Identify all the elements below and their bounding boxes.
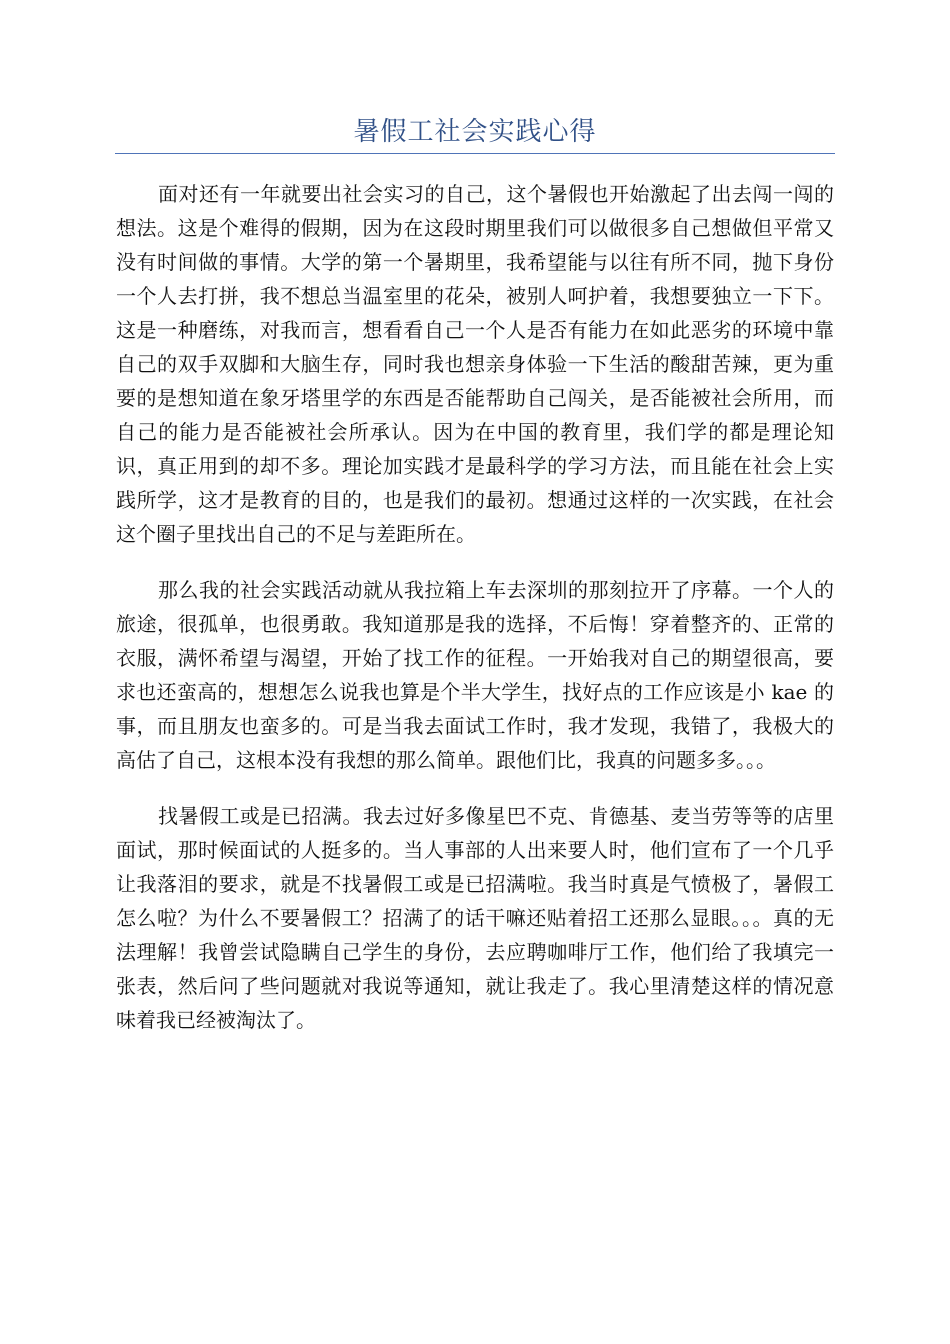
paragraph-1: 面对还有一年就要出社会实习的自己，这个暑假也开始激起了出去闯一闯的想法。这是个难得的假期，因为在这段时期里我们可以做很多自己想做但平常又没有时间做的事情。大学的第一个暑期里，我希望能与以往有所不同，抛下身份一个人去打拼，我不想总当温室里的花朵，被别人呵护着，我想要独立一下下。这是一种磨练，对我而言，想看看自己一个人是否有能力在如此恶劣的环境中靠自己的双手双脚和大脑生存，同时我也想亲身体验一下生活的酸甜苦辣，更为重要的是想知道在象牙塔里学的东西是否能帮助自己闯关，是否能被社会所用，而自己的能力是否能被社会所承认。因为在中国的教育里，我们学的都是理论知识，真正用到的却不多。理论加实践才是最科学的学习方法，而且能在社会上实践所学，这才是教育的目的，也是我们的最初。想通过这样的一次实践，在社会这个圈子里找出自己的不足与差距所在。 — [116, 182, 834, 546]
title-underline — [115, 153, 835, 154]
document-body — [116, 177, 834, 1059]
paragraph-3: 找暑假工或是已招满。我去过好多像星巴不克、肯德基、麦当劳等等的店里面试，那时候面试的人挺多的。当人事部的人出来要人时，他们宣布了一个几乎让我落泪的要求，就是不找暑假工或是已招满啦。我当时真是气愤极了，暑假工怎么啦？为什么不要暑假工？招满了的话干嘛还贴着招工还那么显眼。。。真的无法理解！我曾尝试隐瞒自己学生的身份，去应聘咖啡厅工作，他们给了我填完一张表，然后问了些问题就对我说等通知，就让我走了。我心里清楚这样的情况意味着我已经被淘汰了。 — [116, 804, 834, 1032]
document-title: 暑假工社会实践心得 — [353, 117, 597, 147]
paragraph-2: 那么我的社会实践活动就从我拉箱上车去深圳的那刻拉开了序幕。一个人的旅途，很孤单，也很勇敢。我知道那是我的选择，不后悔！穿着整齐的、正常的衣服，满怀希望与渴望，开始了找工作的征程。一开始我对自己的期望很高，要求也还蛮高的，想想怎么说我也算是个半大学生，找好点的工作应该是小 kae 的事，而且朋友也蛮多的。可是当我去面试工作时，我才发现，我错了，我极大的高估了自己，这根本没有我想的那么简单。跟他们比，我真的问题多多。。。 — [116, 578, 834, 772]
